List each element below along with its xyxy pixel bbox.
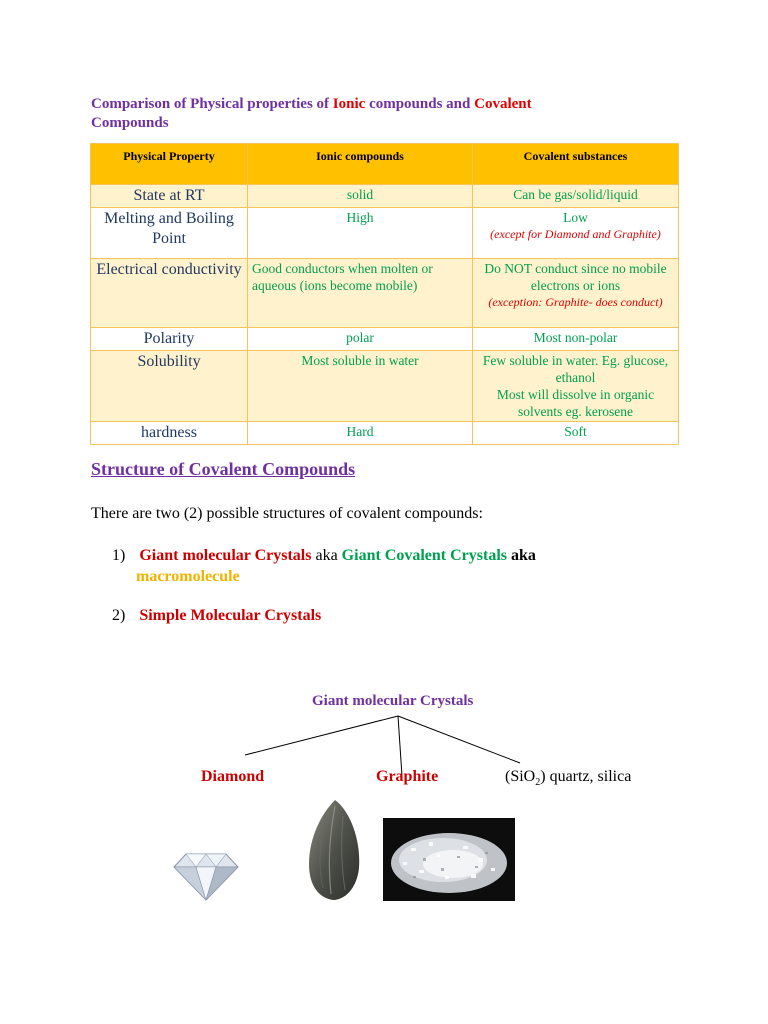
branch-silica [505,768,631,788]
list-number: 1) [112,547,126,564]
title-middle: compounds and [365,96,475,112]
giant-molecular-label: Giant molecular Crystals [139,547,312,564]
silica-subscript: 2 [535,777,541,789]
section-heading: Structure of Covalent Compounds [91,459,356,479]
ionic-cell: High [248,208,473,259]
exception-note: (except for Diamond and Graphite) [490,227,661,241]
covalent-cell: Most non-polar [473,328,679,351]
branch-diamond: Diamond [201,768,265,785]
property-cell: State at RT [91,185,248,208]
covalent-value: Low [563,210,588,225]
ionic-cell: solid [248,185,473,208]
covalent-cell: Can be gas/solid/liquid [473,185,679,208]
silica-prefix: (SiO [505,768,536,785]
covalent-cell: Soft [473,422,679,445]
property-cell: Polarity [91,328,248,351]
list-number: 2) [112,607,126,624]
property-cell: Solubility [91,351,248,422]
aka-text-2: aka [507,547,536,564]
connector-graphite [398,716,402,776]
header-property: Physical Property [91,144,248,185]
branch-graphite: Graphite [376,768,439,785]
covalent-value-2: Most will dissolve in organic solvents eg. kerosene [496,387,655,419]
diagram-root-label: Giant molecular Crystals [312,693,474,709]
title-covalent: Covalent [474,96,532,112]
ionic-cell: Most soluble in water [248,351,473,422]
title-suffix: Compounds [91,115,169,131]
property-cell: Electrical conductivity [91,259,248,328]
header-ionic: Ionic compounds [248,144,473,185]
title-prefix: Comparison of Physical properties of [91,96,333,112]
covalent-value: Few soluble in water. Eg. glucose, ethanol [482,353,669,385]
diamond-image [172,852,240,902]
covalent-value: Do NOT conduct since no mobile electrons or ions [484,261,667,293]
intro-paragraph: There are two (2) possible structures of covalent compounds: [91,505,483,522]
ionic-cell: Good conductors when molten or aqueous (ions become mobile) [248,259,473,328]
exception-note: (exception: Graphite- does conduct) [488,295,663,309]
ionic-cell: Hard [248,422,473,445]
simple-molecular-label: Simple Molecular Crystals [139,607,322,624]
giant-covalent-label: Giant Covalent Crystals [341,547,507,564]
header-covalent: Covalent substances [473,144,679,185]
property-cell: Melting and Boiling Point [91,208,248,259]
ionic-cell: polar [248,328,473,351]
connector-silica [398,716,520,763]
silica-image [383,818,515,901]
title-ionic: Ionic [332,96,366,112]
graphite-image [305,798,365,902]
property-cell: hardness [91,422,248,445]
macromolecule-label: macromolecule [136,568,240,585]
silica-suffix: ) quartz, silica [540,768,632,785]
connector-diamond [245,716,398,755]
aka-text: aka [311,547,342,564]
